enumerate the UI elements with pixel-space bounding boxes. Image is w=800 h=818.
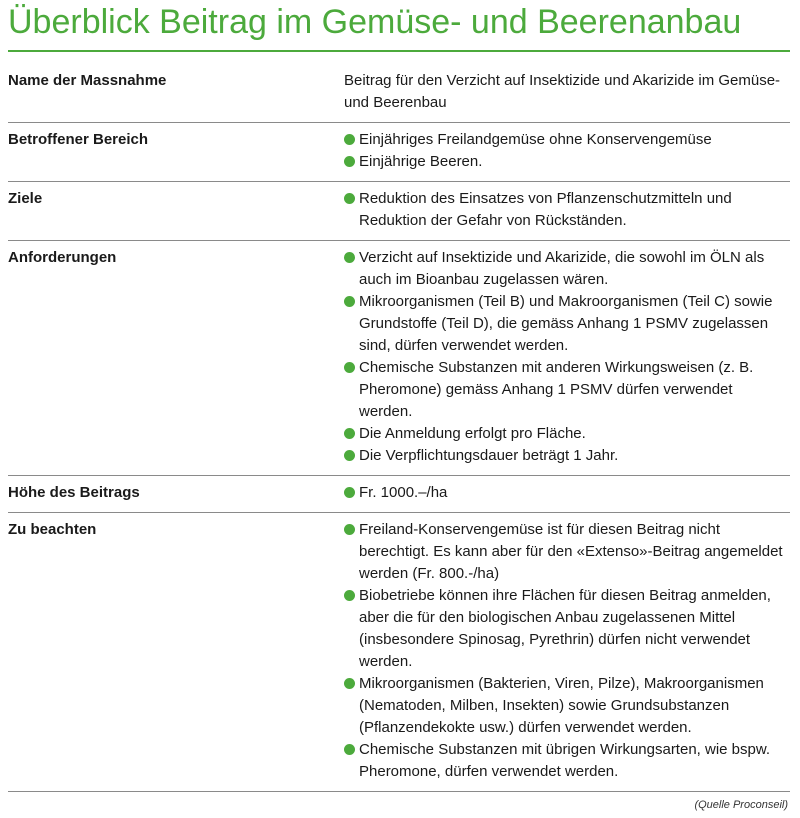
bullet-icon [344, 296, 355, 307]
list-item-text: Einjähriges Freilandgemüse ohne Konservengemüse [359, 131, 712, 148]
bullet-list [344, 129, 790, 173]
list-item-text: Mikroorganismen (Bakterien, Viren, Pilze), Makroorganismen (Nematoden, Milben, Insekten) sowie Grundsubstanzen (Pflanzendekokte usw.) dürfen verwendet werden. [359, 675, 764, 736]
bullet-list [344, 519, 790, 783]
bullet-icon [344, 590, 355, 601]
list-item [344, 585, 790, 673]
list-item [344, 519, 790, 585]
bullet-icon [344, 524, 355, 535]
bullet-icon [344, 744, 355, 755]
table-row [8, 241, 790, 476]
row-label: Name der Massnahme [8, 72, 167, 89]
row-content [344, 188, 790, 232]
list-item-text: Freiland-Konservengemüse ist für diesen Beitrag nicht berechtigt. Es kann aber für den «Extenso»-Beitrag angemeldet werden (Fr. 800.-/ha) [359, 521, 783, 582]
row-label: Ziele [8, 190, 43, 207]
list-item-text: Verzicht auf Insektizide und Akarizide, die sowohl im ÖLN als auch im Bioanbau zugelassen wären. [359, 249, 765, 288]
table-row [8, 123, 790, 182]
list-item [344, 129, 790, 151]
bullet-icon [344, 252, 355, 263]
bullet-icon [344, 134, 355, 145]
row-content [344, 247, 790, 467]
source-note: (Quelle Proconseil) [694, 799, 788, 811]
row-label: Betroffener Bereich [8, 131, 149, 148]
list-item-text: Mikroorganismen (Teil B) und Makroorganismen (Teil C) sowie Grundstoffe (Teil D), die gemäss Anhang 1 PSMV zugelassen sind, dürfen verwendet werden. [359, 293, 773, 354]
list-item-text: Die Verpflichtungsdauer beträgt 1 Jahr. [359, 447, 619, 464]
bullet-icon [344, 487, 355, 498]
list-item-text: Biobetriebe können ihre Flächen für diesen Beitrag anmelden, aber die für den biologischen Anbau zugelassenen Mittel (insbesondere Spinosag, Pyrethrin) dürfen nicht verwendet werden. [359, 587, 771, 670]
list-item [344, 445, 790, 467]
bullet-icon [344, 428, 355, 439]
row-label: Zu beachten [8, 521, 97, 538]
list-item-text: Einjährige Beeren. [359, 153, 483, 170]
row-text: Beitrag für den Verzicht auf Insektizide und Akarizide im Gemüse- und Beerenbau [344, 72, 781, 111]
row-label: Anforderungen [8, 249, 117, 266]
table-row [8, 182, 790, 241]
row-label: Höhe des Beitrags [8, 484, 140, 501]
bullet-list [344, 247, 790, 467]
bullet-list [344, 482, 790, 504]
table-row [8, 64, 790, 123]
list-item [344, 482, 790, 504]
list-item [344, 188, 790, 232]
list-item-text: Chemische Substanzen mit anderen Wirkungsweisen (z. B. Pheromone) gemäss Anhang 1 PSMV dürfen verwendet werden. [359, 359, 754, 420]
list-item [344, 423, 790, 445]
list-item [344, 357, 790, 423]
list-item [344, 673, 790, 739]
overview-table [8, 64, 790, 792]
list-item-text: Reduktion des Einsatzes von Pflanzenschutzmitteln und Reduktion der Gefahr von Rückständen. [359, 190, 732, 229]
bullet-icon [344, 678, 355, 689]
list-item [344, 291, 790, 357]
bullet-icon [344, 450, 355, 461]
bullet-icon [344, 193, 355, 204]
bullet-icon [344, 362, 355, 373]
row-content [344, 519, 790, 783]
list-item [344, 247, 790, 291]
title-underline [8, 50, 790, 52]
list-item-text: Fr. 1000.–/ha [359, 484, 448, 501]
bullet-icon [344, 156, 355, 167]
row-content [344, 70, 790, 114]
table-row [8, 513, 790, 792]
row-content [344, 482, 790, 504]
list-item [344, 151, 790, 173]
page-title: Überblick Beitrag im Gemüse- und Beerenanbau [8, 3, 742, 41]
bullet-list [344, 188, 790, 232]
list-item-text: Chemische Substanzen mit übrigen Wirkungsarten, wie bspw. Pheromone, dürfen verwendet werden. [359, 741, 771, 780]
row-content [344, 129, 790, 173]
table-row [8, 476, 790, 513]
list-item [344, 739, 790, 783]
list-item-text: Die Anmeldung erfolgt pro Fläche. [359, 425, 586, 442]
